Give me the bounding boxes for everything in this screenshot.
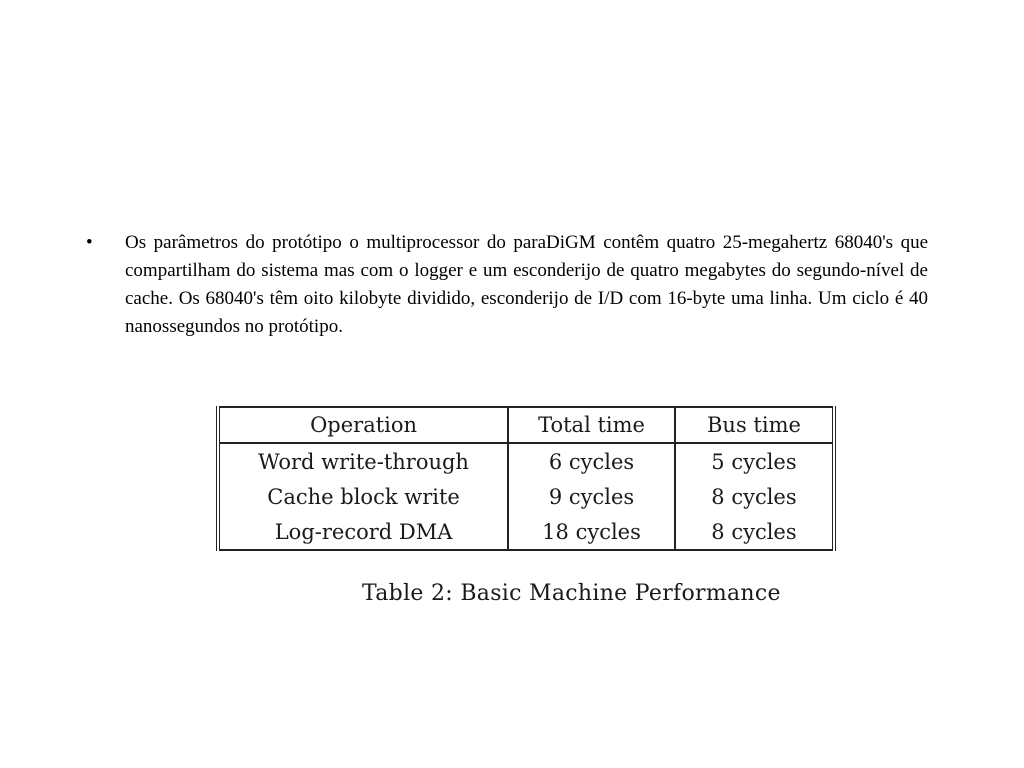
- cell-total-time: 18 cycles: [508, 514, 675, 550]
- cell-bus-time: 8 cycles: [711, 484, 797, 509]
- cell-operation: Cache block write: [218, 479, 508, 514]
- bullet-marker: •: [86, 232, 93, 253]
- table-row: [218, 514, 834, 550]
- bullet-text: Os parâmetros do protótipo o multiprocessor do paraDiGM contêm quatro 25-megahertz 68040's que compartilham do sistema mas com o logger e um esconderijo de quatro megabytes do segundo-nível de cache. Os 68040's têm oito kilobyte dividido, esconderijo de I/D com 16-byte uma linha. Um ciclo é 40 nanossegundos no protótipo.: [125, 232, 928, 337]
- bullet-item: [82, 229, 928, 341]
- table-row: [218, 479, 834, 514]
- cell-total-time: 9 cycles: [508, 479, 675, 514]
- cell-operation: Word write-through: [218, 443, 508, 479]
- table-caption: Table 2: Basic Machine Performance: [362, 581, 781, 606]
- table-header-row: [218, 407, 834, 443]
- header-bus-time: Bus time: [675, 407, 834, 443]
- performance-table: [216, 406, 836, 551]
- cell-operation: Log-record DMA: [218, 514, 508, 550]
- cell-bus-time: 5 cycles: [711, 449, 797, 474]
- table-row: [218, 443, 834, 479]
- header-total-time: Total time: [508, 407, 675, 443]
- performance-table-figure: [216, 406, 836, 551]
- cell-total-time: 6 cycles: [508, 443, 675, 479]
- header-operation: Operation: [218, 407, 508, 443]
- cell-bus-time: 8 cycles: [711, 519, 797, 544]
